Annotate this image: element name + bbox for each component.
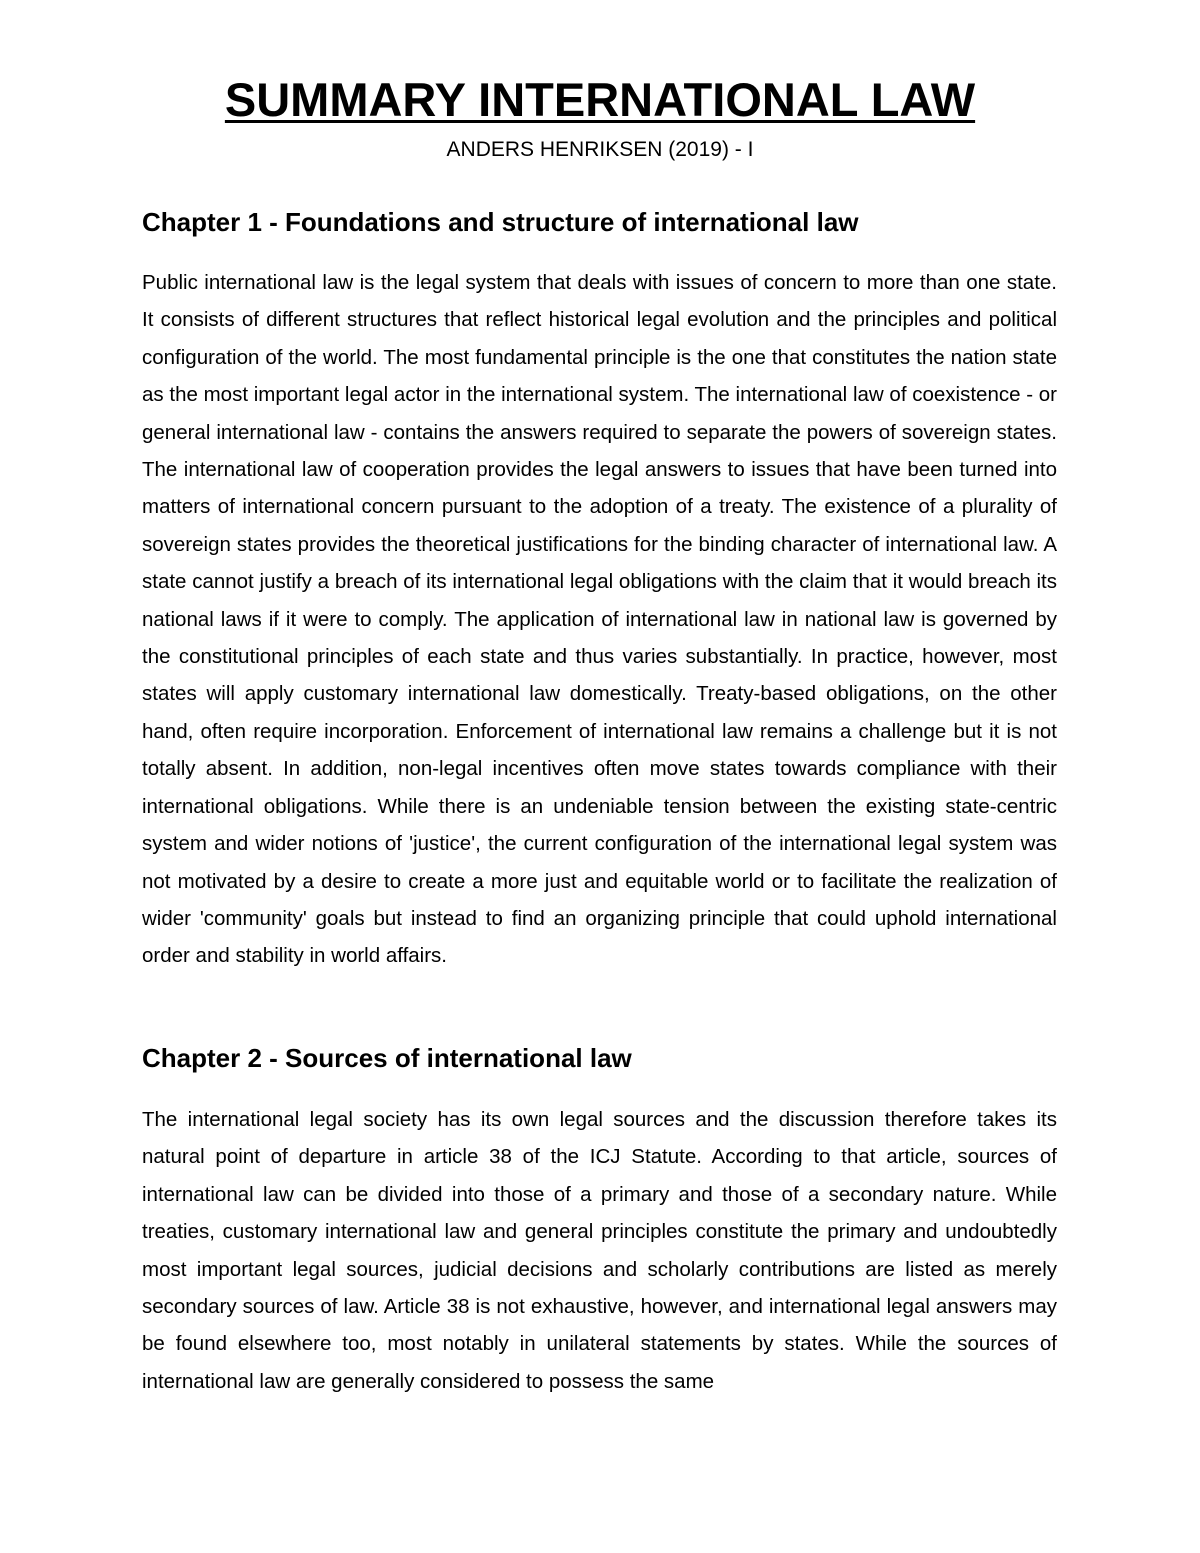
document-subtitle: ANDERS HENRIKSEN (2019) - I — [446, 138, 754, 161]
chapter-1-body: Public international law is the legal system that deals with issues of concern to more than one state. It consists of different structures that reflect historical legal evolution and the principles and political configuration of the world. The most fundamental principle is the one that constitutes the nation state as the most important legal actor in the international system. The international law of coexistence - or general international law - contains the answers required to separate the powers of sovereign states. The international law of cooperation provides the legal answers to issues that have been turned into matters of international concern pursuant to the adoption of a treaty. The existence of a plurality of sovereign states provides the theoretical justifications for the binding character of international law. A state cannot justify a breach of its international legal obligations with the claim that it would breach its national laws if it were to comply. The application of international law in national law is governed by the constitutional principles of each state and thus varies substantially. In practice, however, most states will apply customary international law domestically. Treaty-based obligations, on the other hand, often require incorporation. Enforcement of international law remains a challenge but it is not totally absent. In addition, non-legal incentives often move states towards compliance with their international obligations. While there is an undeniable tension between the existing state-centric system and wider notions of 'justice', the current configuration of the international legal system was not motivated by a desire to create a more just and equitable world or to facilitate the realization of wider 'community' goals but instead to find an organizing principle that could uphold international order and stability in world affairs. — [142, 271, 1057, 968]
chapter-1-heading: Chapter 1 - Foundations and structure of international law — [142, 207, 859, 237]
document-title: SUMMARY INTERNATIONAL LAW — [224, 73, 976, 126]
chapter-2-heading: Chapter 2 - Sources of international law — [142, 1043, 632, 1073]
chapter-2-body: The international legal society has its own legal sources and the discussion therefore takes its natural point of departure in article 38 of the ICJ Statute. According to that article, sources of international law can be divided into those of a primary and those of a secondary nature. While treaties, customary international law and general principles constitute the primary and undoubtedly most important legal sources, judicial decisions and scholarly contributions are listed as merely secondary sources of law. Article 38 is not exhaustive, however, and international legal answers may be found elsewhere too, most notably in unilateral statements by states. While the sources of international law are generally considered to possess the same — [142, 1108, 1057, 1393]
